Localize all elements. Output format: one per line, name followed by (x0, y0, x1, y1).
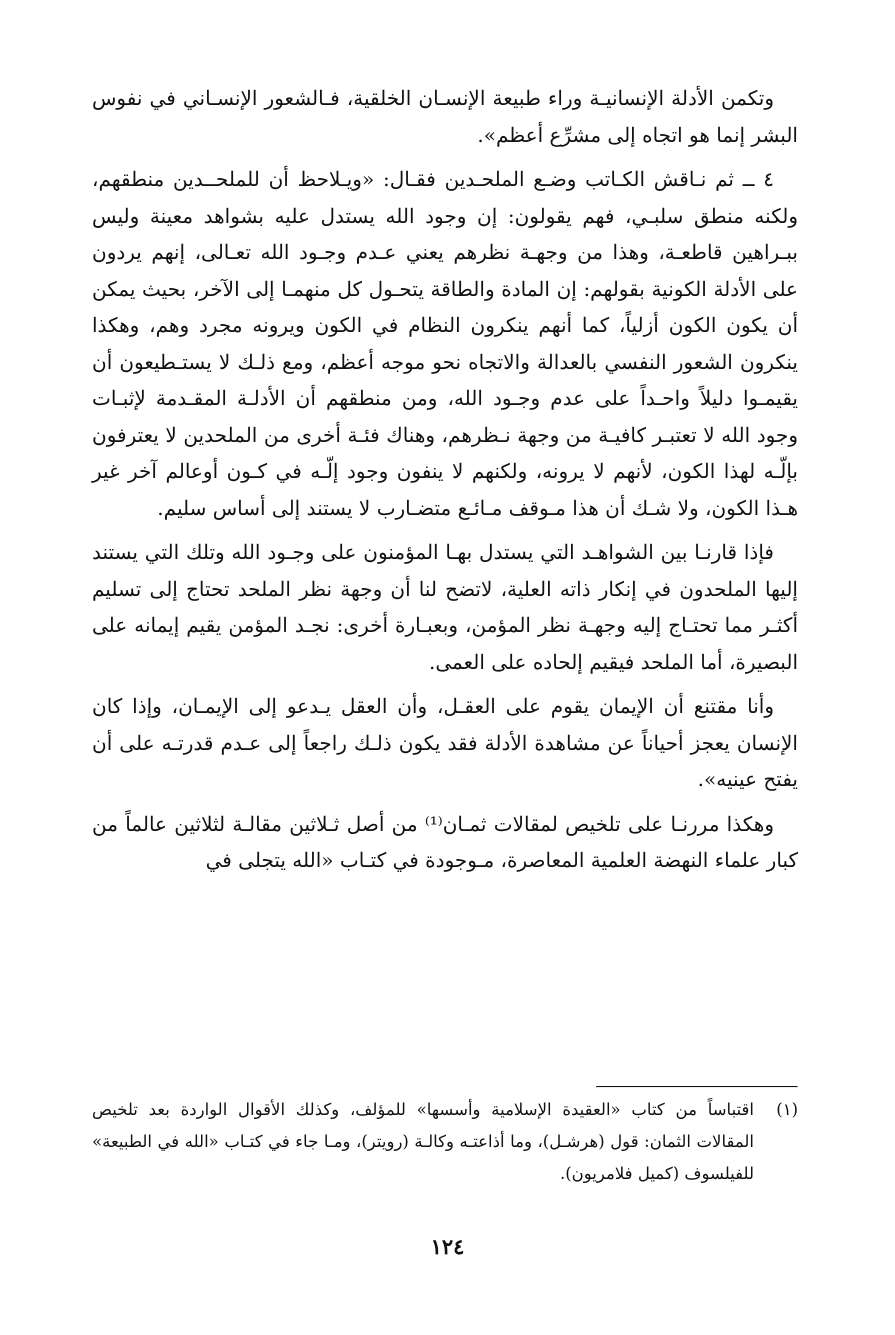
page-body (92, 80, 798, 887)
paragraph-5: وهكذا مررنـا على تلخيص لمقالات ثمـان⁽¹⁾ من أصل ثـلاثين مقالـة لثلاثين عالماً من كبار علماء النهضة العلمية المعاصرة، مـوجودة في كتـاب «الله يتجلى في (92, 811, 798, 872)
paragraph-2: ٤ ــ ثم نـاقش الكـاتب وضـع الملحـدين فقـال: «ويـلاحظ أن للملحــدين منطقهم، ولكنه منطق سلبـي، فهم يقولون: إن وجود الله يستدل عليه بشواهد معينة وليس ببـراهين قاطعـة، وهذا من وجهـة نظرهم يعني عـدم وجـود الله تعـالى، إنهم يردون على الأدلة الكونية بقولهم: إن المادة والطاقة يتحـول كل منهمـا إلى الآخر، بحيث يمكن أن يكون الكون أزلياً، كما أنهم ينكرون النظام في الكون ويرونه مجرد وهم، وهكذا ينكرون الشعور النفسي بالعدالة والاتجاه نحو موجه أعظم، ومع ذلـك لا يستـطيعون أن يقيمـوا دليلاً واحـداً على عدم وجـود الله، ومن منطقهم أن الأدلـة المقـدمة لإثبـات وجود الله لا تعتبـر كافيـة من وجهة نـظرهم، وهناك فئـة أخرى من الملحدين لا يعترفون بإلّـه لهذا الكون، لأنهم لا يرونه، ولكنهم لا ينفون وجود إلّـه في كـون أوعالم آخر غير هـذا الكون، ولا شـك أن هذا مـوقف مـائـع متضـارب لا يستند إلى أساس سليم. (92, 167, 799, 520)
paragraph-1: وتكمن الأدلة الإنسانيـة وراء طبيعة الإنسـان الخلقية، فـالشعور الإنسـاني في نفوس البشر إنما هو اتجاه إلى مشرِّع أعظم». (92, 86, 798, 147)
paragraph-4: وأنا مقتنع أن الإيمان يقوم على العقـل، وأن العقل يـدعو إلى الإيمـان، وإذا كان الإنسان يعجز أحياناً عن مشاهدة الأدلة فقد يكون ذلـك راجعاً إلى عـدم قدرتـه على أن يفتح عينيه». (92, 694, 798, 791)
footnote-text: اقتباساً من كتاب «العقيدة الإسلامية وأسسها» للمؤلف، وكذلك الأقوال الواردة بعد تلخيص المقالات الثمان: قول (هرشـل)، وما أذاعتـه وكالـة (رويتر)، ومـا جاء في كتـاب «الله في الطبيعة» للفيلسوف (كميل فلامريون). (92, 1100, 754, 1183)
main-text (92, 80, 798, 879)
page-number: ١٢٤ (430, 1234, 465, 1259)
footnotes (92, 1094, 798, 1190)
footnote-number: (١) (776, 1100, 798, 1119)
footnote-separator (596, 1086, 798, 1088)
paragraph-3: فإذا قارنـا بين الشواهـد التي يستدل بهـا المؤمنون على وجـود الله وتلك التي يستند إليها الملحدون في إنكار ذاته العلية، لاتضح لنا أن وجهة نظر الملحد تحتاج إلى تسليم أكثـر مما تحتـاج إليه وجهـة نظر المؤمن، وبعبـارة أخرى: نجـد المؤمن يقيم إيمانه على البصيرة، أما الملحد فيقيم إلحاده على العمى. (92, 540, 798, 674)
footnote-1 (92, 1094, 798, 1190)
